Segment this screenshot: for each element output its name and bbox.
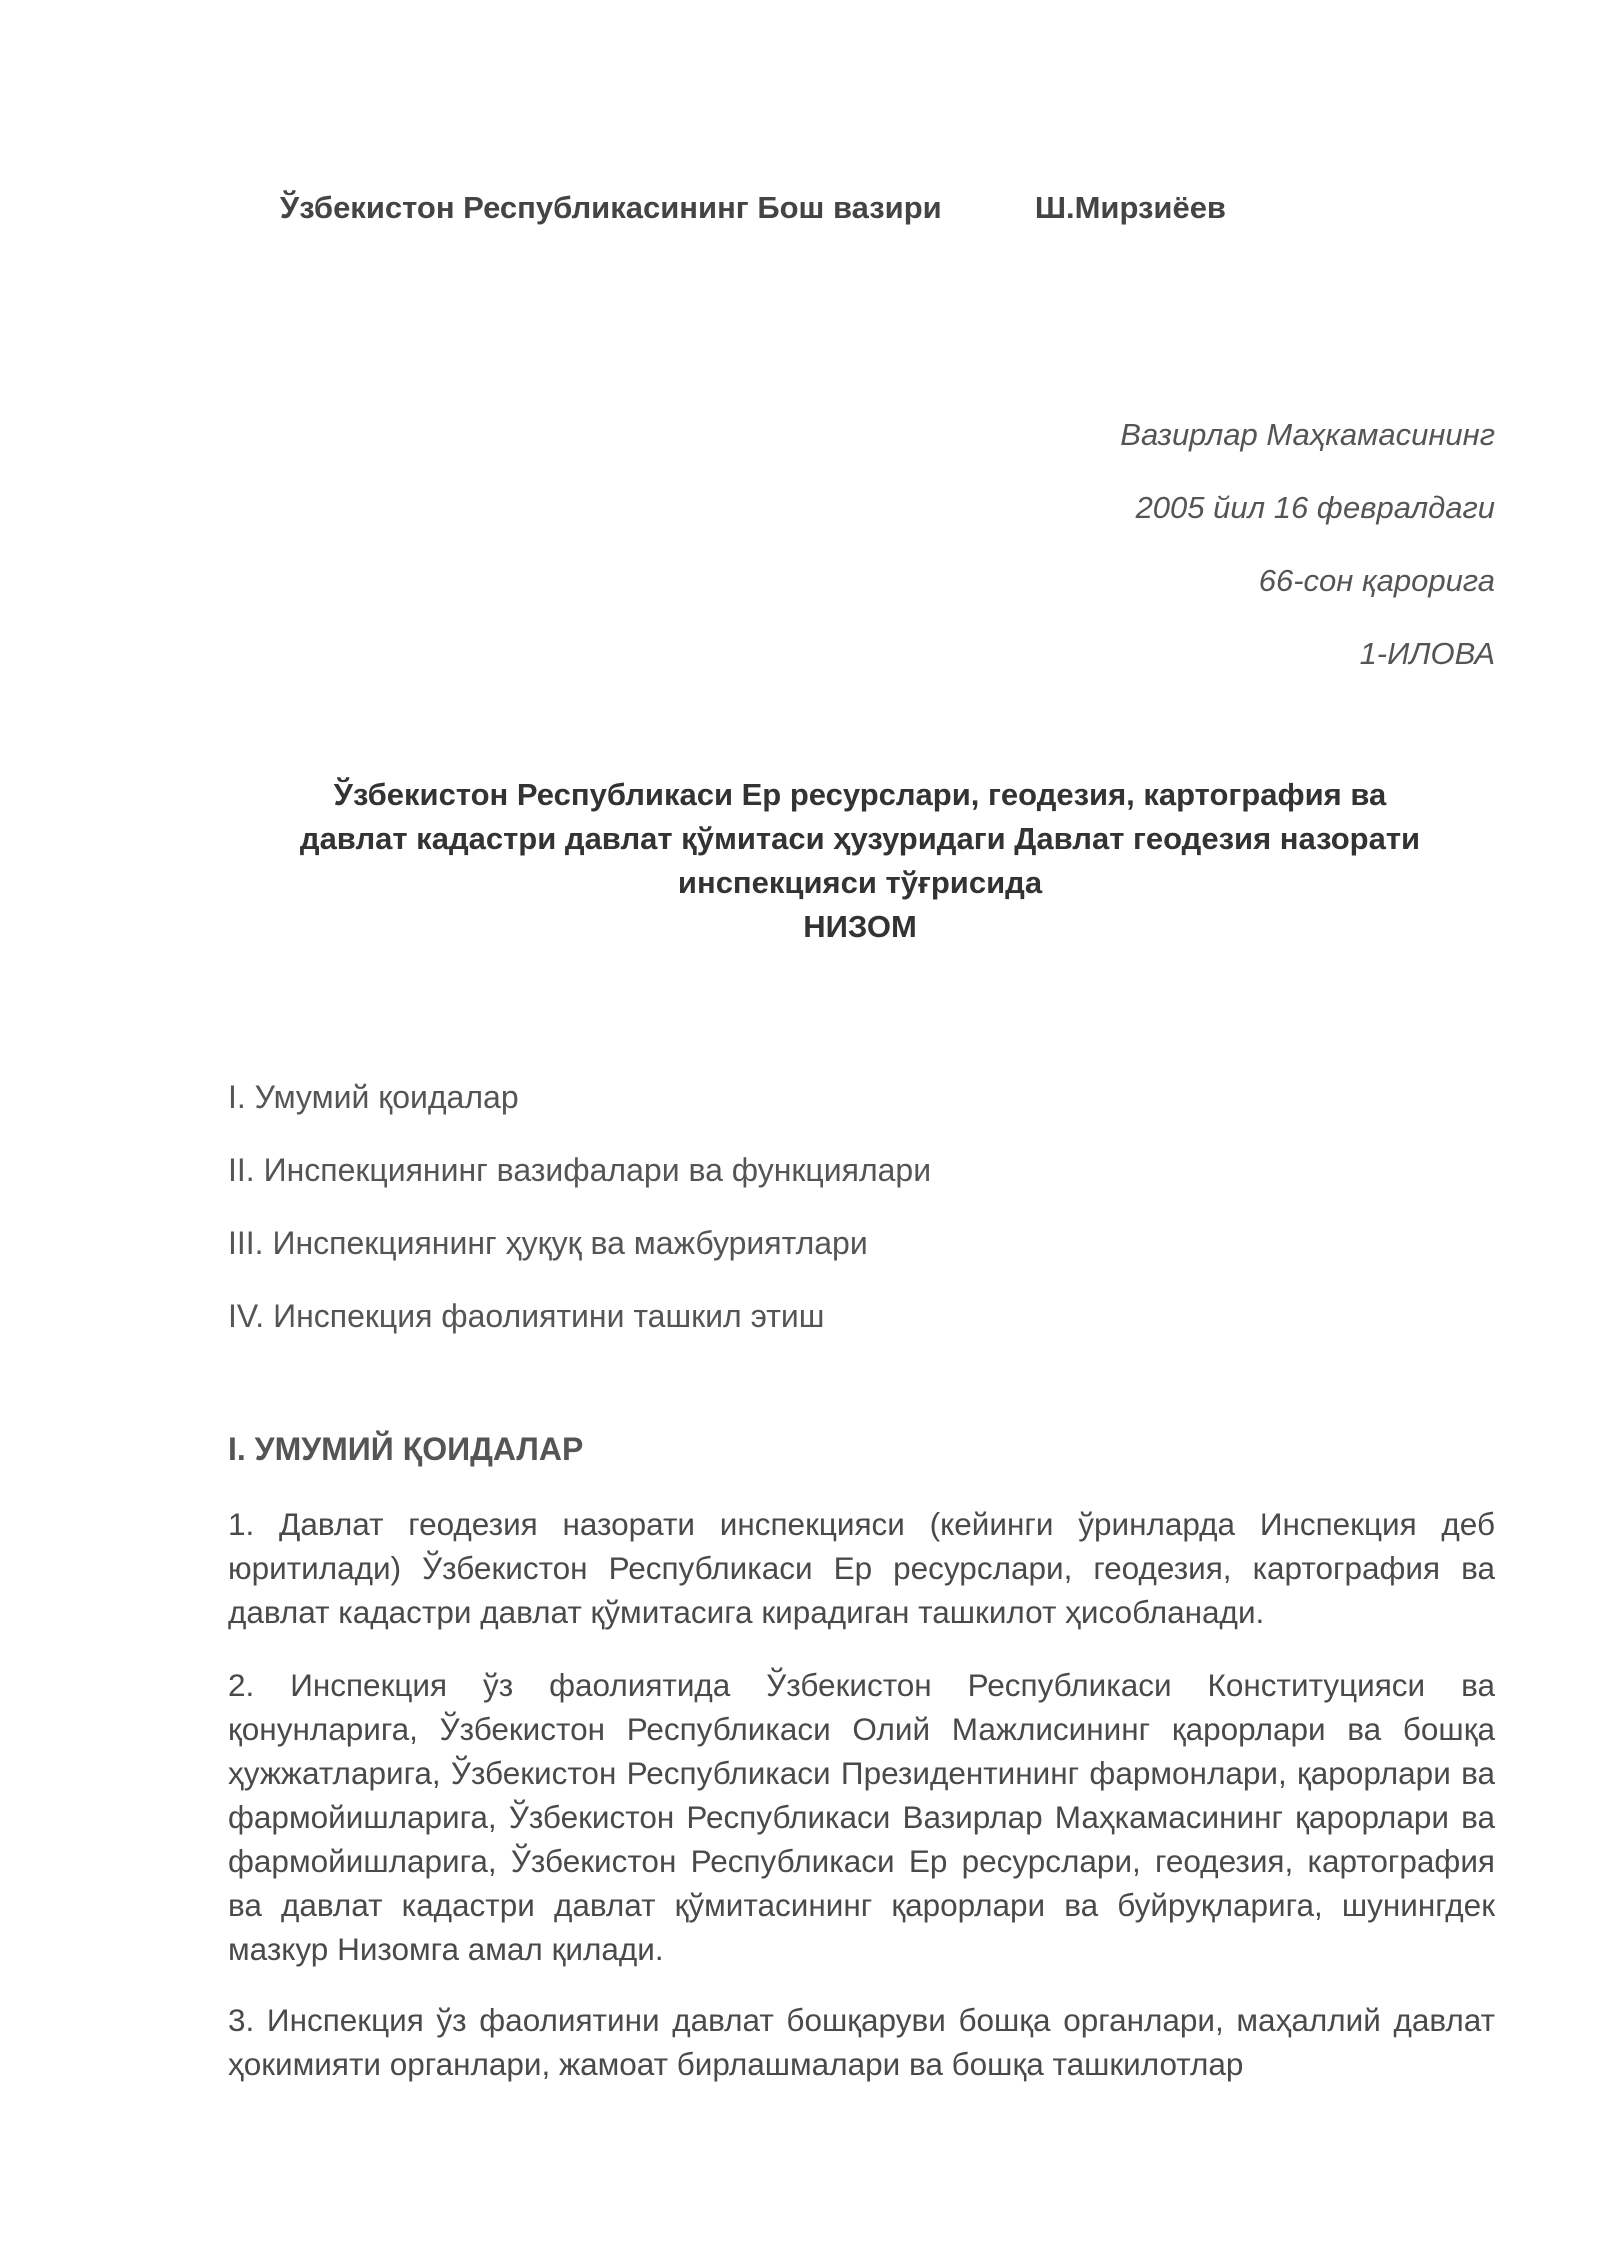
document-title	[225, 773, 1495, 949]
annex-line: Вазирлар Маҳкамасининг	[1120, 417, 1495, 452]
toc-item: I. Умумий қоидалар	[228, 1079, 519, 1115]
annex-reference	[1120, 398, 1495, 690]
title-line: Ўзбекистон Республикаси Ер ресурслари, геодезия, картография ва	[333, 777, 1387, 812]
section-heading: I. УМУМИЙ ҚОИДАЛАР	[228, 1431, 584, 1467]
paragraph-2: 2. Инспекция ўз фаолиятида Ўзбекистон Республикаси Конституцияси ва қонунларига, Ўзбекистон Республикаси Олий Мажлисининг қарорлари ва бошқа ҳужжатларига, Ўзбекистон Республикаси Президентининг фармонлари, қарорлари ва фармойишларига, Ўзбекистон Республикаси Вазирлар Маҳкамасининг қарорлари ва фармойишларига, Ўзбекистон Республикаси Ер ресурслари, геодезия, картография ва давлат кадастри давлат қўмитасининг қарорлари ва буйруқларига, шунингдек мазкур Низомга амал қилади.	[228, 1667, 1495, 1967]
title-line-nizom: НИЗОМ	[803, 909, 917, 944]
table-of-contents	[228, 1061, 931, 1353]
annex-line: 66-сон қарорига	[1258, 563, 1495, 598]
toc-item: IV. Инспекция фаолиятини ташкил этиш	[228, 1298, 825, 1334]
signatory-title: Ўзбекистон Республикасининг Бош вазири	[280, 190, 942, 225]
paragraph-1: 1. Давлат геодезия назорати инспекцияси (кейинги ўринларда Инспекция деб юритилади) Ўзбекистон Республикаси Ер ресурслари, геодезия, картография ва давлат кадастри давлат қўмитасига кирадиган ташкилот ҳисобланади.	[228, 1506, 1495, 1630]
toc-item: III. Инспекциянинг ҳуқуқ ва мажбуриятлари	[228, 1225, 868, 1261]
title-line: инспекцияси тўғрисида	[677, 865, 1043, 900]
paragraph-3: 3. Инспекция ўз фаолиятини давлат бошқаруви бошқа органлари, маҳаллий давлат ҳокимияти органлари, жамоат бирлашмалари ва бошқа ташкилотлар	[228, 2002, 1495, 2082]
signatory-name: Ш.Мирзиёев	[1034, 190, 1226, 225]
toc-item: II. Инспекциянинг вазифалари ва функциялари	[228, 1152, 932, 1188]
annex-line: 2005 йил 16 февралдаги	[1135, 490, 1495, 525]
title-line: давлат кадастри давлат қўмитаси ҳузуридаги Давлат геодезия назорати	[299, 821, 1421, 856]
signature-block	[280, 186, 1450, 230]
annex-line: 1-ИЛОВА	[1359, 636, 1495, 671]
